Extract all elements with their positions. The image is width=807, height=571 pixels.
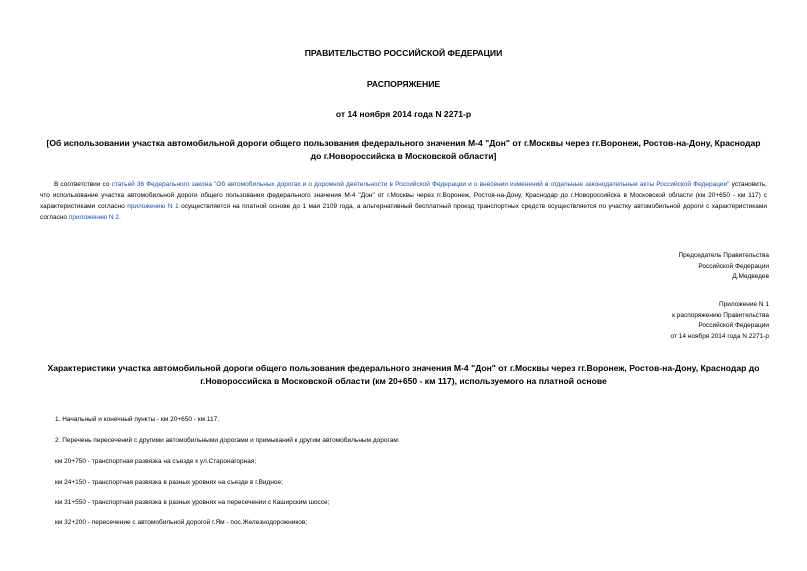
paragraph-text-2: установить, что использование участка автомобильной дороги общего пользования федерального значения М-4 "Дон" от г.Москвы через гг.Воронеж, Ростов-на-Дону, Краснодар до г.Новороссийска в Московской области (км 20+650 - км 117) с характеристиками согласно xyxy=(40,181,767,210)
government-heading: ПРАВИТЕЛЬСТВО РОССИЙСКОЙ ФЕДЕРАЦИИ xyxy=(304,48,503,58)
annex-header xyxy=(670,300,769,342)
annex-ref-2: Российской Федерации xyxy=(698,322,769,329)
annex-2-link[interactable]: приложению N 2 xyxy=(68,214,119,221)
annex-number: Приложение N 1 xyxy=(718,301,769,308)
paragraph-text-4: . xyxy=(119,214,121,221)
list-item: км 24+150 - транспортная развязка в разных уровнях на съезде в г.Видное; xyxy=(55,479,283,486)
list-item: км 20+750 - транспортная развязка на съезде к ул.Старонагорная; xyxy=(55,458,257,465)
list-item: 2. Перечень пересечений с другими автомобильными дорогами и примыканий к другим автомобильным дорогам: xyxy=(55,437,400,444)
list-item: км 31+550 - транспортная развязка в разных уровнях на пересечении с Каширским шоссе; xyxy=(55,499,330,506)
paragraph-text-1: В соответствии со xyxy=(54,181,112,188)
paragraph-text-3: осуществляется на платной основе до 1 мая 2109 года, а альтернативный бесплатный проезд транспортных средств осуществляется по участку автомобильной дороги с характеристиками согласно xyxy=(40,203,767,221)
main-paragraph xyxy=(40,179,767,223)
signature-country: Российской Федерации xyxy=(698,262,769,270)
signature-position: Председатель Правительства xyxy=(678,252,769,259)
annex-ref-1: к распоряжению Правительства xyxy=(672,311,769,319)
annex-ref-date: от 14 ноября 2014 года N 2271-р xyxy=(670,332,769,340)
law-article-link[interactable]: статьей 36 Федерального закона "Об автомобильных дорогах и о дорожной деятельности в Российской Федерации и о внесении изменений в отдельные законодательные акты Российской Федерации" xyxy=(111,181,730,188)
list-item: км 32+200 - пересечение с автомобильной дорогой г.Ям - пос.Железнодорожников; xyxy=(55,519,308,526)
document-type: РАСПОРЯЖЕНИЕ xyxy=(366,79,441,89)
document-date: от 14 ноября 2014 года N 2271-р xyxy=(335,109,472,119)
signature-block xyxy=(678,251,769,283)
characteristics-title: Характеристики участка автомобильной дороги общего пользования федерального значения М-4 "Дон" от г.Москвы через гг.Воронеж, Ростов-на-Дону, Краснодар до г.Новороссийска в Московской области (км 20+650 - км 117), используемого на платной основе xyxy=(47,363,760,386)
list-item: 1. Начальный и конечный пункты - км 20+650 - км 117. xyxy=(55,416,220,423)
signature-name: Д.Медведев xyxy=(732,273,769,280)
document-subject: [Об использовании участка автомобильной дороги общего пользования федерального значения М-4 "Дон" от г.Москвы через гг.Воронеж, Ростов-на-Дону, Краснодар до г.Новороссийска в Московской области] xyxy=(46,138,761,161)
annex-1-link[interactable]: приложению N 1 xyxy=(127,203,179,210)
